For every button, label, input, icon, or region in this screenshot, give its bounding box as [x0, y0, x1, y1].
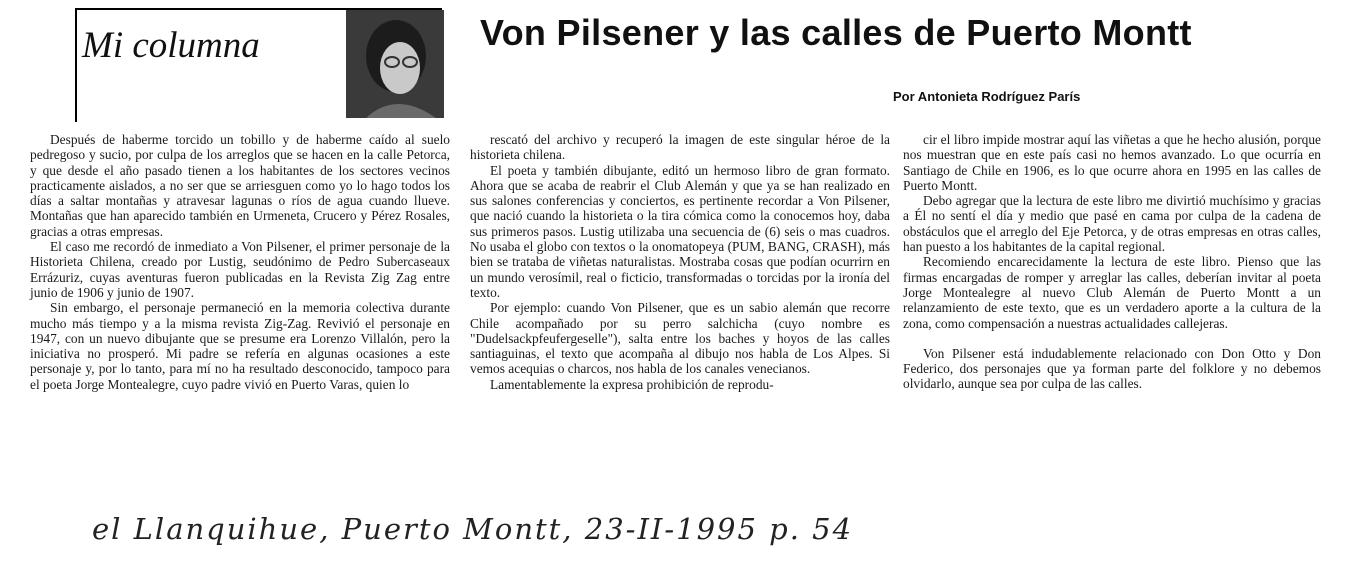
- paragraph: Von Pilsener está indudablemente relacionado con Don Otto y Don Federico, dos personajes que ya forman parte del folklore y no debemos olvidarlo, aunque sea por culpa de las calles.: [903, 345, 1321, 392]
- article-headline: Von Pilsener y las calles de Puerto Montt: [480, 12, 1192, 53]
- article-column-2: [470, 132, 890, 392]
- column-label: Mi columna: [82, 25, 260, 66]
- paragraph: El poeta y también dibujante, editó un hermoso libro de gran formato. Ahora que se acaba de reabrir el Club Alemán y que ya se han realizado en sus salones conferencias y conciertos, es pertinente recordar a Von Pilsener, que nació cuando la historieta o la tira cómica como la conocemos hoy, daba sus primeros pasos. Lustig utilizaba una secuencia de (6) seis o mas cuadros. No usaba el globo con textos o la onomatopeya (PUM, BANG, CRASH), más bien se trataba de viñetas naturalistas. Mostraba cosas que podían ocurrirn en un mundo verosímil, real o ficticio, transformadas o torcidas por la ironía del texto.: [470, 162, 890, 300]
- handwritten-source-note: el Llanquihue, Puerto Montt, 23-II-1995 p. 54: [92, 512, 854, 546]
- paragraph: Debo agregar que la lectura de este libro me divirtió muchísimo y gracias a Él no sentí el día y medio que pasé en cama por culpa de la cadena de obstáculos que el arreglo del Eje Petorca, y de otras empresas en otras calles, han puesto a los habitantes de la capital regional.: [903, 193, 1321, 255]
- article-byline: Por Antonieta Rodríguez París: [893, 89, 1081, 104]
- paragraph: Después de haberme torcido un tobillo y de haberme caído al suelo pedregoso y sucio, por culpa de los arreglos que se hacen en la calle Petorca, y que desde el año pasado tienen a los habitantes de los sectores vecinos practicamente aislados, a no ser que se arriesguen como yo lo hago todos los días a saltar montañas y atravesar lagunas o ríos de agua cuando llueve. Montañas que han aparecido también en Urmeneta, Crucero y Pérez Rosales, gracias a otras empresas.: [30, 132, 450, 239]
- paragraph: Recomiendo encarecidamente la lectura de este libro. Pienso que las firmas encargadas de romper y arreglar las calles, deberían invitar al poeta Jorge Montealegre al nuevo Club Alemán de Puerto Montt a un relanzamiento de este texto, que es un verdadero aporte a la cultura de la zona, como compensación a nuestras actualidades callejeras.: [903, 254, 1321, 331]
- paragraph: Por ejemplo: cuando Von Pilsener, que es un sabio alemán que recorre Chile acompañado por su perro salchicha (cuyo nombre es "Dudelsackpfeufergeselle"), salta entre los baches y hoyos de las calles santiaguinas, el texto que acompaña al dibujo nos habla de Los Alpes. Si vemos acequias o charcos, nos habla de los canales venecianos.: [470, 300, 890, 377]
- paragraph: Lamentablemente la expresa prohibición de reprodu-: [490, 376, 774, 392]
- article-column-3: [903, 132, 1321, 392]
- author-portrait-graphic: [346, 10, 444, 118]
- author-photo: [346, 10, 444, 118]
- paragraph: rescató del archivo y recuperó la imagen de este singular héroe de la historieta chilena.: [470, 132, 890, 163]
- paragraph-gap: [903, 331, 1321, 346]
- paragraph: Sin embargo, el personaje permaneció en la memoria colectiva durante mucho más tiempo y a la misma revista Zig-Zag. Revivió el personaje en 1947, con un nuevo dibujante que se presume era Lorenzo Villalón, pero la iniciativa no prosperó. Mi padre se refería en algunas ocasiones a este personaje y, por lo tanto, para mí no ha resultado desconocido, tampoco para el poeta Jorge Montealegre, cuyo padre vivió en Puerto Varas, quien lo: [30, 300, 450, 392]
- article-column-1: [30, 132, 450, 392]
- paragraph: El caso me recordó de inmediato a Von Pilsener, el primer personaje de la Historieta Chilena, creado por Lustig, seudónimo de Pedro Subercaseaux Errázuriz, cuyas aventuras fueron publicadas en la Revista Zig Zag entre junio de 1906 y junio de 1907.: [30, 239, 450, 300]
- paragraph: cir el libro impide mostrar aquí las viñetas a que he hecho alusión, porque nos muestran que en este país casi no hemos avanzado. Lo que ocurría en Santiago de Chile en 1906, es lo que ocurre ahora en 1995 en las calles de Puerto Montt.: [903, 132, 1321, 193]
